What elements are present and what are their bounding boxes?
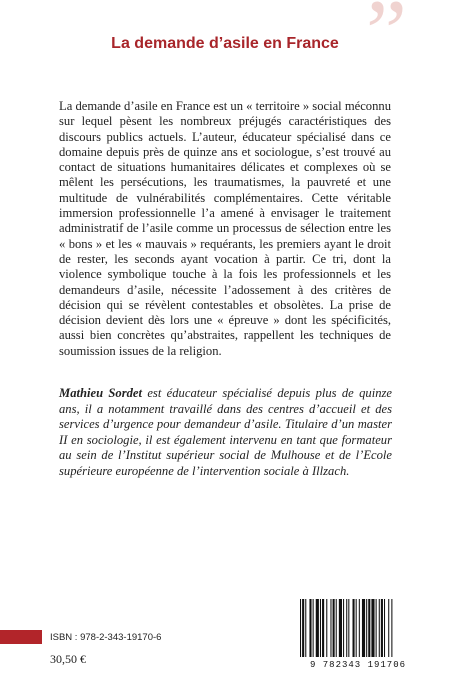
barcode [294, 597, 422, 674]
isbn-label: ISBN : 978-2-343-19170-6 [50, 632, 162, 643]
barcode-bars-icon [294, 597, 422, 659]
book-title: La demande d’asile en France [111, 35, 339, 52]
author-name: Mathieu Sordet [59, 386, 143, 400]
author-bio-text: est éducateur spécialisé depuis plus de quinze ans, il a notamment travaillé dans des centres d’accueil et des services d’urgence pour demandeur d’asile. Titulaire d’un master II en sociologie, il est également intervenu en tant que formateur au sein de l’Institut supérieur social de Mulhouse et de l’Ecole supérieure européenne de l’intervention sociale à Illzach. [59, 386, 392, 478]
red-accent-bar [0, 630, 42, 644]
back-cover-blurb: La demande d’asile en France est un « territoire » social méconnu sur lequel pèsent les nombreux préjugés caractéristiques des discours publics actuels. L’auteur, éducateur spécialisé dans ce domaine depuis près de quinze ans et sociologue, s’est trouvé au contact de situations humanitaires délicates et complexes où se mêlent les persécutions, les traumatismes, la pauvreté et une multitude de vulnérabilités complémentaires. Cette véritable immersion professionnelle l’a amené à envisager le traitement administratif de l’asile comme un processus de sélection entre les « bons » et les « mauvais » requérants, les premiers ayant le droit de rester, les seconds ayant vocation à partir. Ce tri, dont la violence symbolique touche à la fois les professionnels et les demandeurs d’asile, nécessite l’adossement à des critères de décision qui se révèlent contestables et obsolètes. La prise de décision devient dès lors une « épreuve » dont les spécificités, aussi bien concrètes qu’abstraites, rappellent les techniques de soumission issues de la religion. [59, 99, 391, 358]
barcode-digits: 9 782343 191706 [309, 660, 406, 670]
author-bio [59, 386, 392, 480]
quote-mark-icon: ” [366, 0, 401, 83]
price-label: 30,50 € [50, 652, 86, 666]
